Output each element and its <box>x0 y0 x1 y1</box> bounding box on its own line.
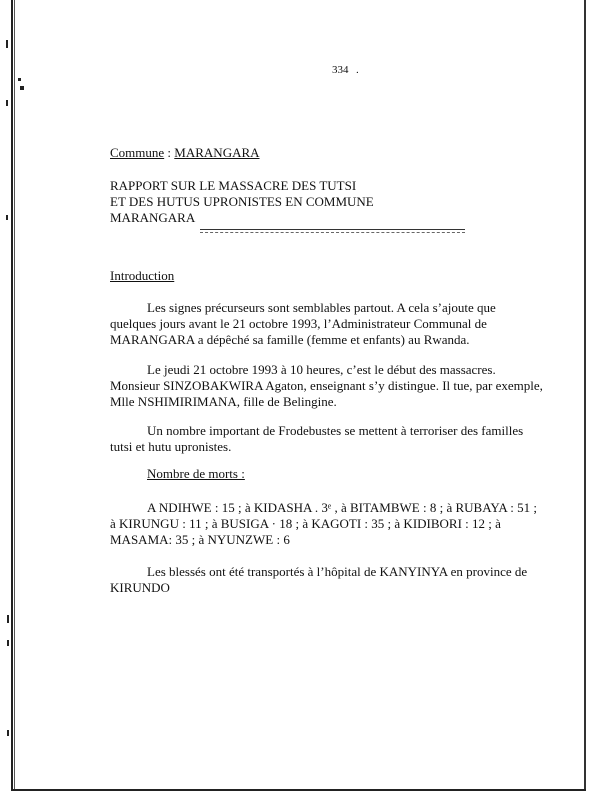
report-title <box>110 178 490 226</box>
title-line: RAPPORT SUR LE MASSACRE DES TUTSI <box>110 178 357 193</box>
page-number-mark: . <box>356 64 359 76</box>
scan-speck <box>18 78 21 81</box>
scan-speck <box>7 730 9 736</box>
scan-speck <box>6 100 8 106</box>
title-line: MARANGARA <box>110 210 196 225</box>
paragraph-death-counts: A NDIHWE : 15 ; à KIDASHA . 3ᵉ , à BITAMBWE : 8 ; à RUBAYA : 51 ; à KIRUNGU : 11 ; à BUSIGA · 18 ; à KAGOTI : 35 ; à KIDIBORI : 12 ; à MASAMA: 35 ; à NYUNZWE : 6 <box>110 500 537 547</box>
title-underline-secondary <box>200 232 465 233</box>
scan-border-left <box>11 0 13 790</box>
commune-label: Commune <box>110 145 165 160</box>
scan-speck <box>7 640 9 646</box>
scan-speck <box>20 86 24 90</box>
scan-border-bottom <box>11 789 586 791</box>
paragraph-frodebu-terror: Un nombre important de Frodebustes se mettent à terroriser des familles tutsi et hutu upronistes. <box>110 423 524 454</box>
page-number: 334 <box>332 64 349 76</box>
paragraph-injured: Les blessés ont été transportés à l’hôpital de KANYINYA en province de KIRUNDO <box>110 564 528 595</box>
scan-speck <box>6 40 8 48</box>
introduction-heading: Introduction <box>110 268 175 283</box>
scan-border-left-inner <box>14 0 15 790</box>
commune-name: MARANGARA <box>174 145 260 160</box>
scan-speck <box>6 215 8 220</box>
paragraph-precursor-signs: Les signes précurseurs sont semblables partout. A cela s’ajoute que quelques jours avant le 21 octobre 1993, l’Administrateur Communal de MARANGARA a dépêché sa famille (femme et enfants) au Rwanda. <box>110 300 496 347</box>
title-line: ET DES HUTUS UPRONISTES EN COMMUNE <box>110 194 374 209</box>
commune-separator: : <box>164 145 175 160</box>
scan-speck <box>7 615 9 623</box>
commune-line <box>110 145 260 161</box>
deaths-heading: Nombre de morts : <box>147 466 245 481</box>
title-underline <box>200 229 465 230</box>
paragraph-start-of-massacres: Le jeudi 21 octobre 1993 à 10 heures, c’est le début des massacres. Monsieur SINZOBAKWIRA Agaton, enseignant s’y distingue. Il tue, par exemple, Mlle NSHIMIRIMANA, fille de Belingine. <box>110 362 543 409</box>
scan-border-right <box>584 0 586 790</box>
